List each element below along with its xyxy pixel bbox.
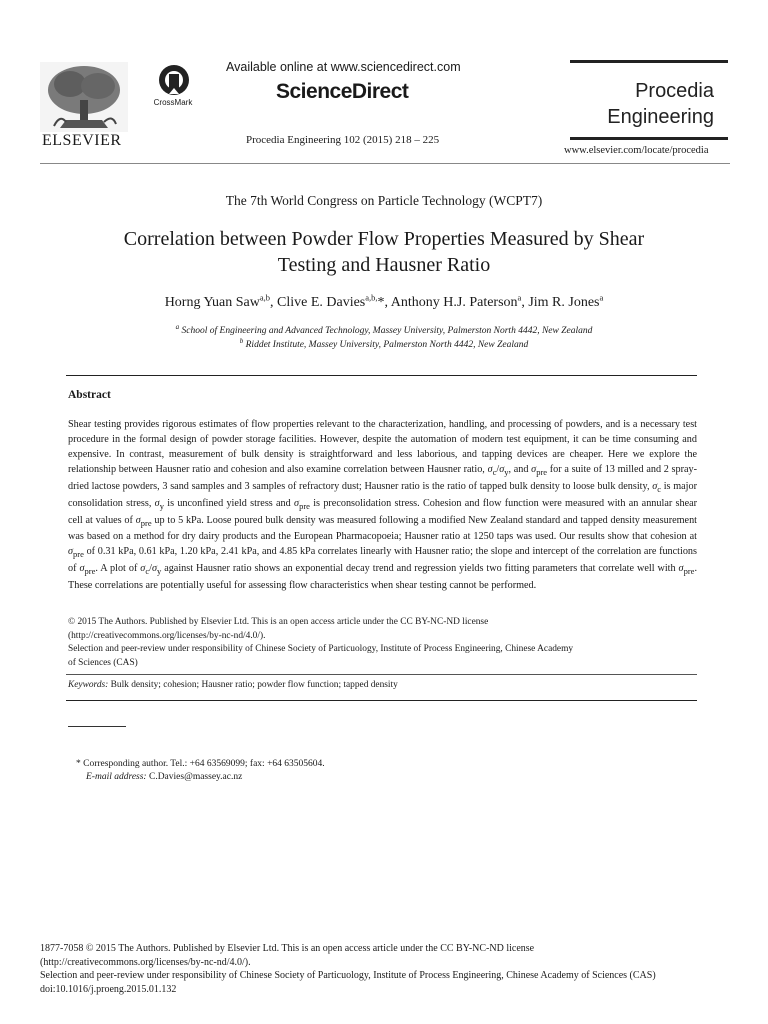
keywords-rule (66, 674, 697, 675)
journal-url-link[interactable]: www.elsevier.com/locate/procedia (564, 145, 709, 156)
license-statement: © 2015 The Authors. Published by Elsevier Ltd. This is an open access article under the CC BY-NC-ND license (http://creativecommons.org/licenses/by-nc-nd/4.0/). Selection and peer-review under responsibility of Chinese Society of Particuology, Institute of Process Engineering, Chinese Academy of Sciences (CAS) (68, 616, 697, 670)
affiliation: $^b$ Riddet Institute, Massey University, Palmerston North 4442, New Zealand (239, 337, 529, 351)
email-link[interactable]: C.Davies@massey.ac.nz (146, 772, 243, 782)
journal-name-line1: Procedia (635, 80, 714, 102)
author: Horng Yuan Saw$^{a,b}$, (164, 292, 277, 310)
publisher-name: ELSEVIER (42, 132, 122, 149)
author-list (0, 292, 768, 311)
journal-name-box (570, 60, 728, 140)
crossmark-label: CrossMark (153, 98, 193, 107)
available-online-text: Available online at www.sciencedirect.com (226, 60, 461, 74)
title-line2: Testing and Hausner Ratio (277, 254, 491, 276)
affiliation: $^a$ School of Engineering and Advanced Technology, Massey University, Palmerston North 4442, New Zealand (175, 323, 593, 337)
abstract-top-rule (66, 375, 697, 376)
sciencedirect-logo: ScienceDirect (276, 80, 409, 103)
abstract-body: Shear testing provides rigorous estimates of flow properties relevant to the characterization, handling, and processing of powders, and is a necessary test procedure in the formal design of powder storage facilities. However, despite the automation of modern test equipment, it can be time consuming and expensive. In contrast, measurement of bulk density is straightforward and less laborious, and tapping devices are cheaper. Here we explore the relationship between Hausner ratio and cohesion and also examine correlation between Hausner ratio, $\sigma_c/\sigma_y$, and $\sigma_{pre}$ for a suite of 13 milled and 2 spray-dried lactose powders, 3 sand samples and 3 samples of refractory dust; Hausner ratio is the ratio of tapped bulk density to loose bulk density, $\sigma_c$ is major consolidation stress, $\sigma_y$ is unconfined yield stress and $\sigma_{pre}$ is preconsolidation stress. Cohesion and flow function were measured with an annular shear cell at values of $\sigma_{pre}$ up to 5 kPa. Loose poured bulk density was measured following a modified New Zealand standard and tapped density measurement was based on a method for dry dairy products and the European Pharmacopoeia; Hausner ratio at 1250 taps was used. Our results show that cohesion at $\sigma_{pre}$ of 0.31 kPa, 0.61 kPa, 1.20 kPa, 2.41 kPa, and 4.85 kPa correlates linearly with Hausner ratio; the slope and intercept of the correlation are functions of $\sigma_{pre}$. A plot of $\sigma_c/\sigma_y$ against Hausner ratio shows an exponential decay trend and regression yields two fitting parameters that correlate well with $\sigma_{pre}$. These correlations are potentially useful for assessing flow characteristics when shear testing cannot be performed. (68, 419, 698, 592)
corresponding-email: E-mail address: C.Davies@massey.ac.nz (86, 772, 243, 782)
author: Jim R. Jones$^a$ (528, 292, 604, 310)
header-divider (40, 163, 730, 164)
footnote-rule (68, 726, 126, 727)
footer-license-link[interactable]: (http://creativecommons.org/licenses/by-nc-nd/4.0/). (40, 956, 251, 968)
doi-link[interactable]: doi:10.1016/j.proeng.2015.01.132 (40, 983, 177, 995)
abstract-heading: Abstract (68, 389, 111, 401)
license-link[interactable]: (http://creativecommons.org/licenses/by-nc-nd/4.0/). (68, 630, 266, 641)
corresponding-author-note: * Corresponding author. Tel.: +64 63569099; fax: +64 63505604. (76, 759, 325, 769)
journal-name-line2: Engineering (607, 106, 714, 128)
title-line1: Correlation between Powder Flow Properties Measured by Shear (123, 228, 645, 250)
keywords: Keywords: Bulk density; cohesion; Hausner ratio; powder flow function; tapped density (68, 680, 398, 690)
author: Anthony H.J. Paterson$^a$, (390, 292, 529, 310)
paper-title (60, 226, 708, 278)
journal-citation: Procedia Engineering 102 (2015) 218 – 225 (246, 134, 440, 146)
conference-name: The 7th World Congress on Particle Technology (WCPT7) (225, 193, 543, 208)
copyright-footer: 1877-7058 © 2015 The Authors. Published by Elsevier Ltd. This is an open access article under the CC BY-NC-ND license (http://creativecommons.org/licenses/by-nc-nd/4.0/). Selection and peer-review under responsibility of Chinese Society of Particuology, Institute of Process Engineering, Chinese Academy of Sciences (CAS) doi:10.1016/j.proeng.2015.01.132 (40, 942, 730, 996)
abstract-bottom-rule (66, 700, 697, 701)
author: Clive E. Davies$^{a,b,}$*, (276, 292, 391, 310)
